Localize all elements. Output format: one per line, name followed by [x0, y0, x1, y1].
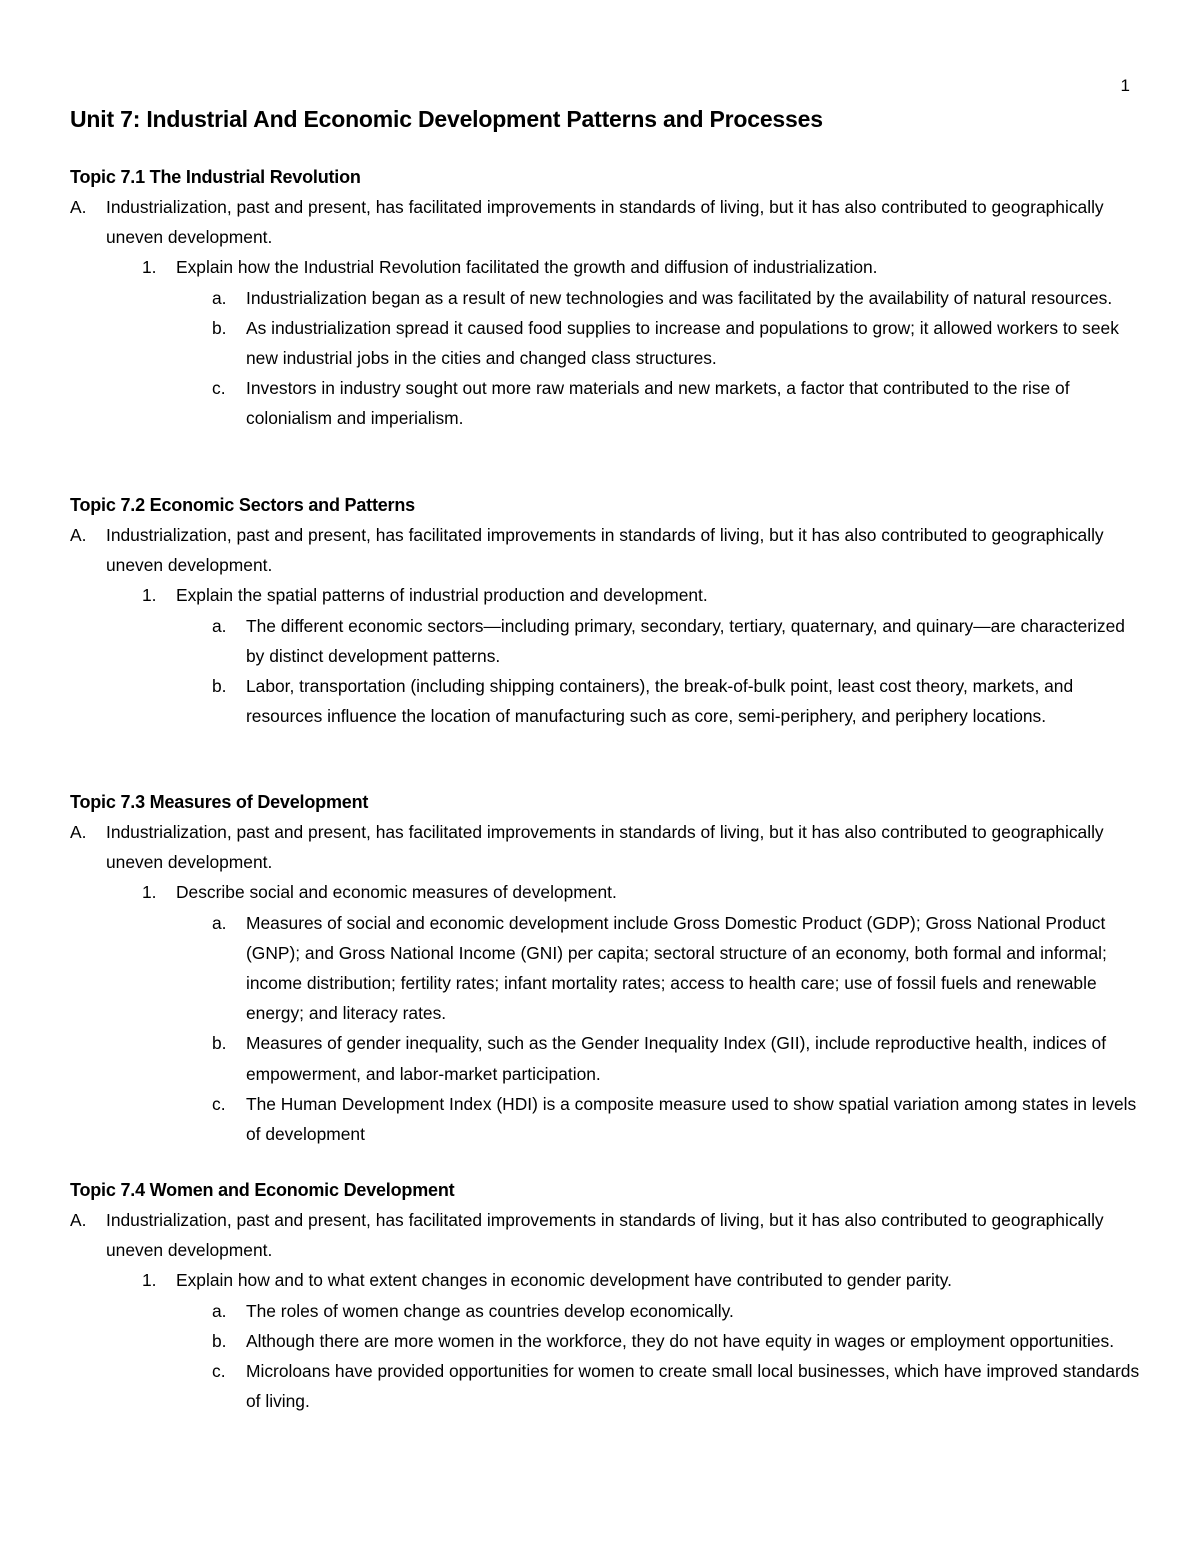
document-title: Unit 7: Industrial And Economic Development Patterns and Processes	[70, 106, 823, 132]
knowledge-item	[70, 671, 1140, 731]
knowledge-text: The Human Development Index (HDI) is a composite measure used to show spatial variation among states in levels of development	[246, 1093, 1137, 1145]
learning-objective	[70, 1265, 1140, 1295]
topic-heading: Topic 7.4 Women and Economic Development	[70, 1180, 455, 1200]
learning-objective-text: Explain how and to what extent changes in economic development have contributed to gender parity.	[176, 1270, 952, 1291]
learning-objective	[70, 877, 1140, 907]
knowledge-item	[70, 611, 1140, 671]
knowledge-item	[70, 373, 1140, 433]
knowledge-item	[70, 1326, 1140, 1356]
list-marker: c.	[212, 1361, 226, 1382]
list-marker: 1.	[142, 257, 157, 278]
list-marker: A.	[70, 525, 87, 545]
list-marker: a.	[212, 912, 227, 933]
list-marker: 1.	[142, 585, 157, 606]
topic-heading: Topic 7.1 The Industrial Revolution	[70, 167, 361, 187]
knowledge-item	[70, 1356, 1140, 1416]
topic-section	[70, 490, 1140, 731]
knowledge-item	[70, 908, 1140, 1029]
topic-heading: Topic 7.3 Measures of Development	[70, 792, 369, 812]
knowledge-text: The different economic sectors—including primary, secondary, tertiary, quaternary, and quinary—are characterized by distinct development patterns.	[246, 615, 1125, 666]
list-marker: a.	[212, 615, 227, 636]
list-marker: 1.	[142, 1270, 157, 1291]
topic-section	[70, 787, 1140, 1149]
list-marker: 1.	[142, 882, 157, 903]
knowledge-text: Measures of gender inequality, such as the Gender Inequality Index (GII), include reproductive health, indices of empowerment, and labor-market participation.	[246, 1033, 1107, 1084]
list-marker: b.	[212, 317, 227, 338]
learning-objective-text: Explain the spatial patterns of industrial production and development.	[176, 585, 708, 606]
objective-text: Industrialization, past and present, has facilitated improvements in standards of living, but it has also contributed to geographically uneven development.	[106, 525, 1104, 576]
list-marker: c.	[212, 378, 226, 399]
objective-item	[70, 817, 1140, 877]
knowledge-text: Industrialization began as a result of new technologies and was facilitated by the availability of natural resources.	[246, 287, 1113, 308]
knowledge-item	[70, 1089, 1140, 1149]
objective-item	[70, 1205, 1140, 1265]
knowledge-text: The roles of women change as countries develop economically.	[246, 1300, 734, 1321]
knowledge-text: As industrialization spread it caused food supplies to increase and populations to grow; it allowed workers to seek new industrial jobs in the cities and changed class structures.	[246, 317, 1119, 369]
knowledge-text: Although there are more women in the workforce, they do not have equity in wages or employment opportunities.	[246, 1330, 1115, 1351]
knowledge-item	[70, 313, 1140, 373]
objective-text: Industrialization, past and present, has facilitated improvements in standards of living, but it has also contributed to geographically uneven development.	[106, 822, 1104, 873]
learning-objective	[70, 252, 1140, 282]
page-number: 1	[1120, 76, 1130, 95]
learning-objective-text: Explain how the Industrial Revolution facilitated the growth and diffusion of industrialization.	[176, 257, 878, 278]
knowledge-item	[70, 1028, 1140, 1088]
topic-section	[70, 162, 1140, 434]
objective-text: Industrialization, past and present, has facilitated improvements in standards of living, but it has also contributed to geographically uneven development.	[106, 1210, 1104, 1261]
list-marker: A.	[70, 1210, 87, 1230]
list-marker: b.	[212, 676, 227, 697]
list-marker: A.	[70, 197, 87, 217]
topic-section	[70, 1175, 1140, 1416]
knowledge-item	[70, 1296, 1140, 1326]
objective-item	[70, 520, 1140, 580]
objective-item	[70, 192, 1140, 252]
knowledge-item	[70, 283, 1140, 313]
learning-objective	[70, 580, 1140, 610]
list-marker: c.	[212, 1093, 226, 1114]
list-marker: b.	[212, 1033, 227, 1054]
list-marker: a.	[212, 1300, 227, 1321]
list-marker: a.	[212, 287, 227, 308]
list-marker: A.	[70, 822, 87, 842]
topic-heading: Topic 7.2 Economic Sectors and Patterns	[70, 495, 415, 515]
knowledge-text: Measures of social and economic development include Gross Domestic Product (GDP); Gross National Product (GNP); and Gross National Income (GNI) per capita; sectoral structure of an economy, both formal and informal; income distribution; fertility rates; infant mortality rates; access to health care; use of fossil fuels and renewable energy; and literacy rates.	[246, 912, 1107, 1024]
knowledge-text: Investors in industry sought out more raw materials and new markets, a factor that contributed to the rise of colonialism and imperialism.	[246, 378, 1070, 429]
knowledge-text: Microloans have provided opportunities for women to create small local businesses, which have improved standards of living.	[246, 1361, 1140, 1412]
list-marker: b.	[212, 1330, 227, 1351]
learning-objective-text: Describe social and economic measures of development.	[176, 882, 617, 903]
knowledge-text: Labor, transportation (including shipping containers), the break-of-bulk point, least cost theory, markets, and resources influence the location of manufacturing such as core, semi-periphery, and periphery locations.	[246, 676, 1074, 727]
objective-text: Industrialization, past and present, has facilitated improvements in standards of living, but it has also contributed to geographically uneven development.	[106, 197, 1104, 248]
